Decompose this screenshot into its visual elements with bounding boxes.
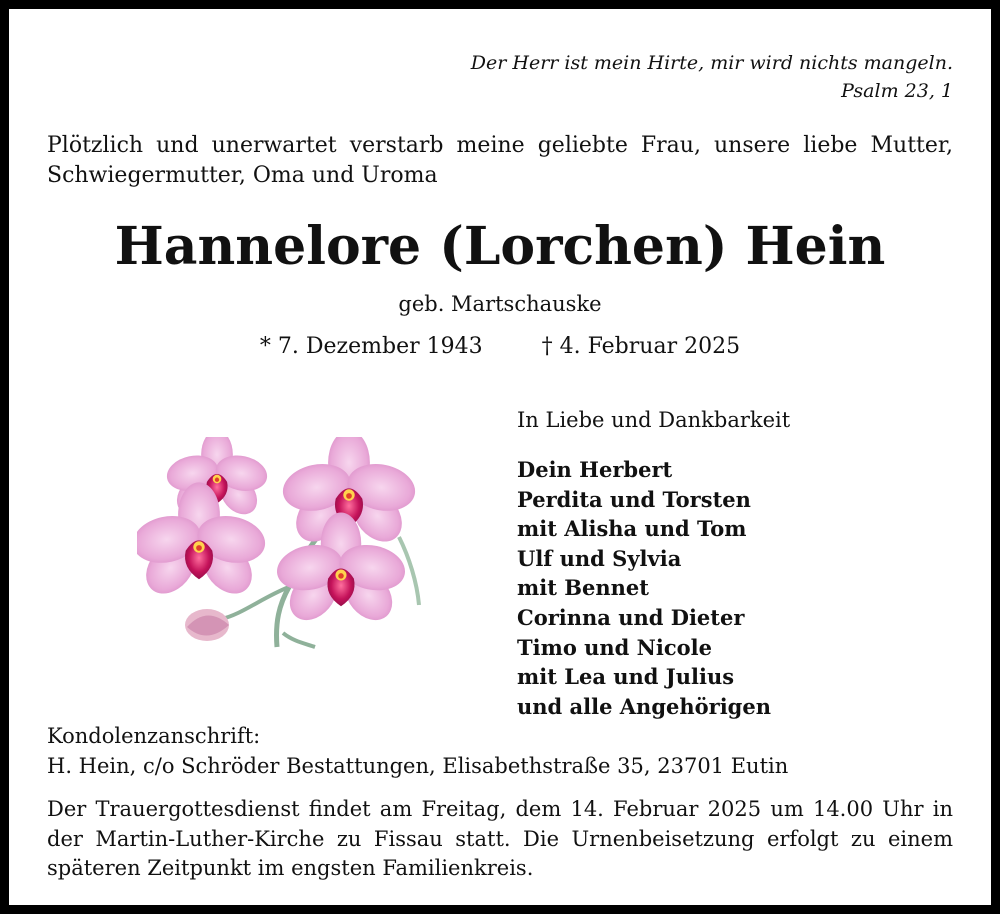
mourner-name: Perdita und Torsten bbox=[517, 486, 751, 512]
intro-line-1: Plötzlich und unerwartet verstarb meine geliebte Frau, unsere liebe Mutter, bbox=[47, 133, 953, 158]
psalm-quote: Der Herr ist mein Hirte, mir wird nichts mangeln. bbox=[470, 52, 953, 74]
mourner-name: Ulf und Sylvia bbox=[517, 545, 682, 571]
psalm-quote-block bbox=[471, 49, 953, 105]
birth-date: * 7. Dezember 1943 bbox=[259, 334, 483, 359]
maiden-name: geb. Martschauske bbox=[398, 292, 602, 316]
mourners-list bbox=[517, 455, 771, 721]
service-line-2: der Martin-Luther-Kirche zu Fissau statt. Die Urnenbeisetzung erfolgt zu einem bbox=[47, 826, 953, 851]
condolence-label: Kondolenzanschrift: bbox=[47, 724, 261, 748]
deceased-name: Hannelore (Lorchen) Hein bbox=[114, 216, 886, 277]
service-line-1: Der Trauergottesdienst findet am Freitag, dem 14. Februar 2025 um 14.00 Uhr in bbox=[47, 797, 953, 821]
condolence-address-block bbox=[47, 721, 788, 781]
mourner-name: mit Lea und Julius bbox=[517, 664, 735, 690]
death-date: † 4. Februar 2025 bbox=[541, 334, 741, 359]
mourner-name: mit Bennet bbox=[517, 575, 649, 601]
mourner-name: Corinna und Dieter bbox=[517, 604, 745, 630]
mourner-name: Timo und Nicole bbox=[517, 634, 712, 660]
mourner-name: Dein Herbert bbox=[517, 457, 673, 482]
mourner-name: und alle Angehörigen bbox=[517, 693, 771, 719]
intro-line-2: Schwiegermutter, Oma und Uroma bbox=[47, 163, 438, 188]
orchid-image bbox=[137, 437, 429, 655]
life-dates bbox=[9, 331, 991, 363]
mourners-intro: In Liebe und Dankbarkeit bbox=[517, 408, 791, 432]
condolence-address: H. Hein, c/o Schröder Bestattungen, Elisabethstraße 35, 23701 Eutin bbox=[47, 754, 789, 778]
psalm-reference: Psalm 23, 1 bbox=[841, 80, 953, 102]
intro-text bbox=[47, 131, 953, 191]
mourner-name: mit Alisha und Tom bbox=[517, 516, 747, 542]
service-line-3: späteren Zeitpunkt im engsten Familienkreis. bbox=[47, 856, 534, 880]
funeral-service-info bbox=[47, 795, 953, 884]
